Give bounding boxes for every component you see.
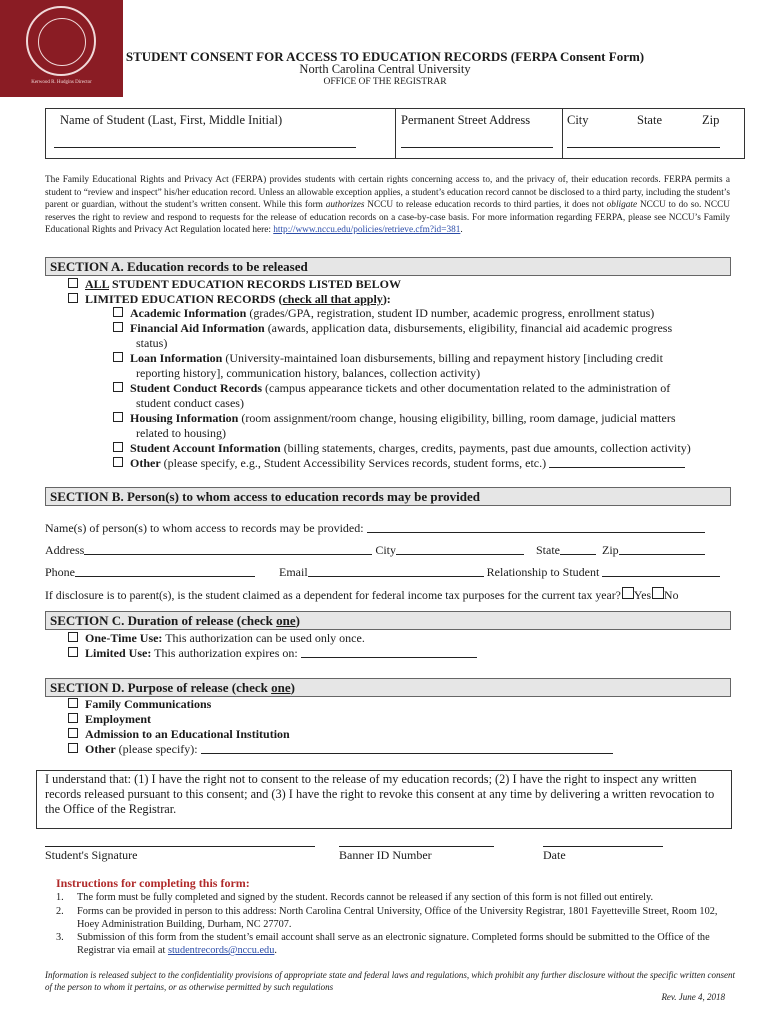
purpose-admission-checkbox[interactable] bbox=[68, 728, 78, 738]
record-type-checkbox[interactable] bbox=[113, 412, 123, 422]
one-time-use-checkbox[interactable] bbox=[68, 632, 78, 642]
record-type-option[interactable]: Student Account Information (billing statements, charges, credits, payments, past due amounts, collection activity) bbox=[113, 441, 691, 456]
date-field[interactable] bbox=[543, 846, 663, 847]
limited-records-checkbox[interactable] bbox=[68, 293, 78, 303]
record-type-checkbox[interactable] bbox=[113, 307, 123, 317]
record-type-option[interactable]: Financial Aid Information (awards, application data, disbursements, eligibility, financial aid academic progress bbox=[113, 321, 672, 336]
city-state-zip-field[interactable] bbox=[567, 147, 720, 148]
purpose-other-checkbox[interactable] bbox=[68, 743, 78, 753]
student-signature-label: Student's Signature bbox=[45, 848, 138, 862]
banner-id-field[interactable] bbox=[339, 846, 494, 847]
record-type-checkbox[interactable] bbox=[113, 322, 123, 332]
consent-acknowledgement: I understand that: (1) I have the right not to consent to the release of my education records; (2) I have the right to inspect any written records released pursuant to this consent; and (3) I have the right to revoke this consent at any time by delivering a written revocation to the Office of the Registrar. bbox=[36, 770, 732, 829]
dependent-yes-checkbox[interactable] bbox=[622, 587, 634, 599]
logo-caption: Kerwood R. Hudgins Director bbox=[31, 80, 92, 85]
limited-use-checkbox[interactable] bbox=[68, 647, 78, 657]
instructions-title: Instructions for completing this form: bbox=[56, 876, 250, 890]
instruction-item: 1. The form must be fully completed and signed by the student. Records cannot be released if any section of this form is not filled out entirely. bbox=[56, 892, 654, 903]
limited-records-option[interactable]: LIMITED EDUCATION RECORDS (check all that apply): bbox=[68, 292, 391, 307]
record-type-continuation: student conduct cases) bbox=[136, 396, 244, 410]
purpose-admission-option[interactable]: Admission to an Educational Institution bbox=[68, 727, 290, 742]
confidentiality-notice: Information is released subject to the confidentiality provisions of appropriate state and federal laws and regulations, which prohibit any further disclosure without the specific written consent of the person to whom it pertains, or as otherwise permitted by such regulations bbox=[45, 970, 735, 992]
section-a-header: SECTION A. Education records to be released bbox=[45, 257, 731, 276]
record-type-continuation: related to housing) bbox=[136, 426, 226, 440]
office-name: OFFICE OF THE REGISTRAR bbox=[323, 77, 447, 87]
recipient-names-row: Name(s) of person(s) to whom access to records may be provided: bbox=[45, 521, 705, 536]
registrar-email-link[interactable]: studentrecords@nccu.edu bbox=[167, 945, 275, 956]
all-records-checkbox[interactable] bbox=[68, 278, 78, 288]
section-b-header: SECTION B. Person(s) to whom access to education records may be provided bbox=[45, 487, 731, 506]
instruction-item: 2. Forms can be provided in person to this address: North Carolina Central University, Office of the University Registrar, 1801 Fayetteville Street, Room 102, Hoey Administration Building, Durham, NC 27707. bbox=[56, 906, 718, 930]
section-c-header: SECTION C. Duration of release (check one) bbox=[45, 611, 731, 630]
all-records-option[interactable]: ALL STUDENT EDUCATION RECORDS LISTED BELOW bbox=[68, 277, 401, 292]
purpose-family-option[interactable]: Family Communications bbox=[68, 697, 211, 712]
record-type-continuation: reporting history], communication history, balances, collection activity) bbox=[136, 366, 481, 380]
recipient-state-field[interactable] bbox=[560, 543, 596, 555]
recipient-address-row: Address City State Zip bbox=[45, 543, 705, 558]
recipient-phone-field[interactable] bbox=[75, 565, 255, 577]
recipient-names-field[interactable] bbox=[367, 521, 705, 533]
ferpa-intro-paragraph: The Family Educational Rights and Privacy Act (FERPA) provides students with certain rights concerning access to, and the privacy of, their education records. FERPA permits a student to “review and inspect” his/her education record. Unless an allowable exception applies, a student’s education record cannot be disclosed to a third party, including the student’s parent or guardian, without the student’s written consent. While this form authorizes NCCU to release education records to third parties, it does not obligate NCCU to do so. NCCU reserves the right to review and respond to requests for the release of education records on a case-by-case basis. For more information regarding FERPA, please see NCCU’s Family Educational Rights and Privacy Act Regulation located here: http://www.nccu.edu/policies/retrieve.cfm?id=381. bbox=[45, 175, 730, 236]
city-label: City bbox=[567, 113, 589, 127]
relationship-field[interactable] bbox=[602, 565, 720, 577]
recipient-address-field[interactable] bbox=[84, 543, 372, 555]
limited-use-option[interactable]: Limited Use: This authorization expires on: bbox=[68, 646, 477, 661]
date-label: Date bbox=[543, 848, 566, 862]
record-type-checkbox[interactable] bbox=[113, 457, 123, 467]
record-type-option[interactable]: Housing Information (room assignment/room change, housing eligibility, billing, room damage, judicial matters bbox=[113, 411, 676, 426]
record-type-option[interactable]: Academic Information (grades/GPA, registration, student ID number, academic progress, enrollment status) bbox=[113, 306, 654, 321]
university-name: North Carolina Central University bbox=[299, 62, 471, 76]
student-name-label: Name of Student (Last, First, Middle Initial) bbox=[60, 113, 283, 127]
record-type-continuation: status) bbox=[136, 336, 168, 350]
recipient-city-field[interactable] bbox=[396, 543, 524, 555]
recipient-email-field[interactable] bbox=[308, 565, 484, 577]
student-info-box bbox=[45, 108, 745, 159]
dependent-no-checkbox[interactable] bbox=[652, 587, 664, 599]
record-type-checkbox[interactable] bbox=[113, 352, 123, 362]
revision-date: Rev. June 4, 2018 bbox=[661, 992, 725, 1002]
purpose-other-option[interactable]: Other (please specify): bbox=[68, 742, 613, 757]
expiration-date-field[interactable] bbox=[301, 646, 477, 658]
record-type-option[interactable]: Student Conduct Records (campus appearance tickets and other documentation related to the administration of bbox=[113, 381, 670, 396]
street-address-field[interactable] bbox=[401, 147, 553, 148]
record-type-option[interactable]: Other (please specify, e.g., Student Accessibility Services records, student forms, etc.) bbox=[113, 456, 685, 471]
student-name-field[interactable] bbox=[54, 147, 356, 148]
purpose-other-field[interactable] bbox=[201, 742, 613, 754]
other-records-field[interactable] bbox=[549, 456, 685, 468]
recipient-zip-field[interactable] bbox=[619, 543, 705, 555]
student-signature-field[interactable] bbox=[45, 846, 315, 847]
recipient-contact-row: Phone Email Relationship to Student bbox=[45, 565, 720, 580]
record-type-checkbox[interactable] bbox=[113, 382, 123, 392]
zip-label: Zip bbox=[702, 113, 720, 127]
record-type-option[interactable]: Loan Information (University-maintained loan disbursements, billing and repayment history [including credit bbox=[113, 351, 663, 366]
purpose-employment-checkbox[interactable] bbox=[68, 713, 78, 723]
state-label: State bbox=[637, 113, 662, 127]
banner-id-label: Banner ID Number bbox=[339, 848, 432, 862]
purpose-employment-option[interactable]: Employment bbox=[68, 712, 151, 727]
ferpa-regulation-link[interactable]: http://www.nccu.edu/policies/retrieve.cfm?id=381 bbox=[273, 225, 461, 236]
dependent-question-row: If disclosure is to parent(s), is the student claimed as a dependent for federal income tax purposes for the current tax year? Yes No bbox=[45, 588, 679, 602]
instruction-item: 3. Submission of this form from the student’s email account shall serve as an electronic signature. Completed forms should be submitted to the Office of the Registrar via email at studentrecords@nccu.edu. bbox=[56, 932, 710, 956]
one-time-use-option[interactable]: One-Time Use: This authorization can be used only once. bbox=[68, 631, 365, 646]
purpose-family-checkbox[interactable] bbox=[68, 698, 78, 708]
record-type-checkbox[interactable] bbox=[113, 442, 123, 452]
form-title: STUDENT CONSENT FOR ACCESS TO EDUCATION RECORDS (FERPA Consent Form) bbox=[125, 49, 645, 64]
section-d-header: SECTION D. Purpose of release (check one) bbox=[45, 678, 731, 697]
street-address-label: Permanent Street Address bbox=[401, 113, 531, 127]
